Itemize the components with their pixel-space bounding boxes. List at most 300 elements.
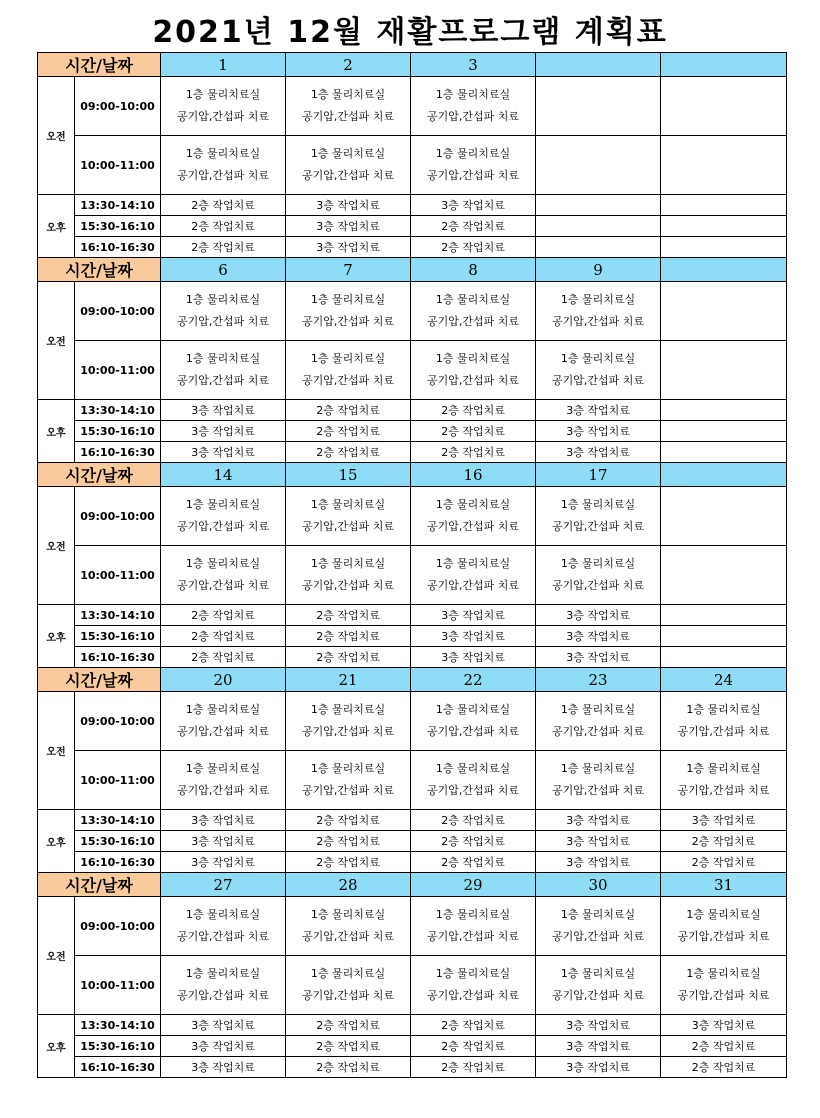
room-text: 1층 물리치료실: [185, 908, 261, 921]
am-row: [38, 897, 787, 956]
am-row: [38, 692, 787, 751]
schedule-cell: [536, 77, 661, 136]
treatment-text: 공기압,간섭파 치료: [427, 374, 520, 387]
room-text: 1층 물리치료실: [435, 498, 511, 511]
schedule-cell: [536, 897, 661, 956]
room-text: 1층 물리치료실: [185, 147, 261, 160]
room-text: 1층 물리치료실: [185, 498, 261, 511]
schedule-cell: [161, 956, 286, 1015]
period-pm: 오후: [38, 1015, 75, 1078]
schedule-cell: 2층 작업치료: [661, 852, 787, 873]
pm-row: [38, 400, 787, 421]
schedule-cell: 2층 작업치료: [411, 1057, 536, 1078]
schedule-cell: 3층 작업치료: [661, 1015, 787, 1036]
schedule-cell: [661, 216, 787, 237]
period-am: 오전: [38, 487, 75, 605]
treatment-text: 공기압,간섭파 치료: [427, 725, 520, 738]
schedule-cell: 2층 작업치료: [411, 810, 536, 831]
schedule-cell: 2층 작업치료: [411, 400, 536, 421]
header-label: 시간/날짜: [38, 258, 161, 282]
schedule-cell: 2층 작업치료: [286, 647, 411, 668]
schedule-cell: [661, 647, 787, 668]
date-cell: 6: [161, 258, 286, 282]
pm-row: [38, 237, 787, 258]
time-slot: 09:00-10:00: [75, 282, 161, 341]
schedule-cell: 3층 작업치료: [411, 626, 536, 647]
date-cell: 21: [286, 668, 411, 692]
schedule-cell: 2층 작업치료: [286, 1015, 411, 1036]
schedule-cell: 2층 작업치료: [411, 216, 536, 237]
schedule-cell: [536, 237, 661, 258]
week-header-row: [38, 258, 787, 282]
schedule-cell: [161, 546, 286, 605]
schedule-cell: [161, 487, 286, 546]
am-row: [38, 751, 787, 810]
schedule-cell: 3층 작업치료: [536, 1036, 661, 1057]
schedule-cell: [161, 897, 286, 956]
schedule-cell: [286, 136, 411, 195]
time-slot: 15:30-16:10: [75, 626, 161, 647]
treatment-text: 공기압,간섭파 치료: [177, 169, 270, 182]
date-cell: [536, 53, 661, 77]
room-text: 1층 물리치료실: [560, 762, 636, 775]
schedule-cell: 2층 작업치료: [411, 442, 536, 463]
time-slot: 10:00-11:00: [75, 956, 161, 1015]
schedule-cell: [661, 400, 787, 421]
date-cell: 27: [161, 873, 286, 897]
header-label: 시간/날짜: [38, 463, 161, 487]
pm-row: [38, 626, 787, 647]
treatment-text: 공기압,간섭파 치료: [177, 579, 270, 592]
date-cell: 22: [411, 668, 536, 692]
pm-row: [38, 647, 787, 668]
schedule-cell: [536, 751, 661, 810]
treatment-text: 공기압,간섭파 치료: [677, 725, 770, 738]
schedule-cell: 3층 작업치료: [536, 626, 661, 647]
treatment-text: 공기압,간섭파 치료: [552, 725, 645, 738]
schedule-cell: [536, 487, 661, 546]
pm-row: [38, 852, 787, 873]
schedule-cell: [661, 897, 787, 956]
schedule-cell: 3층 작업치료: [536, 442, 661, 463]
schedule-cell: 3층 작업치료: [536, 1015, 661, 1036]
schedule-cell: [536, 341, 661, 400]
date-cell: 7: [286, 258, 411, 282]
schedule-cell: 3층 작업치료: [161, 831, 286, 852]
time-slot: 10:00-11:00: [75, 341, 161, 400]
pm-row: [38, 421, 787, 442]
schedule-cell: [411, 282, 536, 341]
schedule-cell: 3층 작업치료: [536, 810, 661, 831]
schedule-cell: 3층 작업치료: [536, 852, 661, 873]
schedule-cell: [536, 216, 661, 237]
pm-row: [38, 195, 787, 216]
schedule-cell: [161, 77, 286, 136]
room-text: 1층 물리치료실: [185, 352, 261, 365]
date-cell: [661, 463, 787, 487]
schedule-cell: [411, 487, 536, 546]
room-text: 1층 물리치료실: [435, 352, 511, 365]
treatment-text: 공기압,간섭파 치료: [677, 784, 770, 797]
page-title: 2021년 12월 재활프로그램 계획표: [152, 15, 668, 50]
header-label: 시간/날짜: [38, 668, 161, 692]
treatment-text: 공기압,간섭파 치료: [552, 784, 645, 797]
schedule-cell: 3층 작업치료: [411, 195, 536, 216]
treatment-text: 공기압,간섭파 치료: [427, 520, 520, 533]
schedule-cell: 2층 작업치료: [411, 1015, 536, 1036]
schedule-cell: 3층 작업치료: [536, 647, 661, 668]
schedule-cell: [411, 751, 536, 810]
treatment-text: 공기압,간섭파 치료: [552, 930, 645, 943]
room-text: 1층 물리치료실: [435, 293, 511, 306]
schedule-cell: 3층 작업치료: [536, 400, 661, 421]
treatment-text: 공기압,간섭파 치료: [177, 725, 270, 738]
schedule-cell: 2층 작업치료: [161, 195, 286, 216]
schedule-body: [38, 53, 787, 1078]
time-slot: 10:00-11:00: [75, 751, 161, 810]
room-text: 1층 물리치료실: [310, 88, 386, 101]
schedule-cell: 3층 작업치료: [161, 442, 286, 463]
treatment-text: 공기압,간섭파 치료: [552, 579, 645, 592]
treatment-text: 공기압,간섭파 치료: [177, 110, 270, 123]
schedule-cell: 2층 작업치료: [286, 442, 411, 463]
schedule-cell: [411, 956, 536, 1015]
schedule-cell: [661, 282, 787, 341]
schedule-cell: [661, 421, 787, 442]
treatment-text: 공기압,간섭파 치료: [177, 374, 270, 387]
schedule-cell: 3층 작업치료: [161, 810, 286, 831]
week-header-row: [38, 873, 787, 897]
schedule-cell: [661, 546, 787, 605]
treatment-text: 공기압,간섭파 치료: [302, 520, 395, 533]
schedule-cell: [411, 341, 536, 400]
schedule-cell: 3층 작업치료: [161, 421, 286, 442]
schedule-cell: 2층 작업치료: [661, 831, 787, 852]
schedule-cell: 3층 작업치료: [286, 216, 411, 237]
date-cell: 9: [536, 258, 661, 282]
schedule-cell: 2층 작업치료: [661, 1036, 787, 1057]
room-text: 1층 물리치료실: [185, 762, 261, 775]
date-cell: 23: [536, 668, 661, 692]
period-pm: 오후: [38, 400, 75, 463]
date-cell: 24: [661, 668, 787, 692]
schedule-cell: [286, 897, 411, 956]
treatment-text: 공기압,간섭파 치료: [177, 520, 270, 533]
schedule-cell: [661, 237, 787, 258]
schedule-cell: 2층 작업치료: [286, 1057, 411, 1078]
treatment-text: 공기압,간섭파 치료: [302, 579, 395, 592]
pm-row: [38, 1015, 787, 1036]
am-row: [38, 487, 787, 546]
schedule-cell: 2층 작업치료: [411, 237, 536, 258]
schedule-cell: 3층 작업치료: [286, 237, 411, 258]
schedule-cell: 2층 작업치료: [286, 605, 411, 626]
room-text: 1층 물리치료실: [310, 967, 386, 980]
treatment-text: 공기압,간섭파 치료: [177, 930, 270, 943]
treatment-text: 공기압,간섭파 치료: [427, 579, 520, 592]
period-pm: 오후: [38, 810, 75, 873]
treatment-text: 공기압,간섭파 치료: [677, 989, 770, 1002]
treatment-text: 공기압,간섭파 치료: [552, 989, 645, 1002]
treatment-text: 공기압,간섭파 치료: [427, 930, 520, 943]
am-row: [38, 136, 787, 195]
schedule-cell: [411, 77, 536, 136]
treatment-text: 공기압,간섭파 치료: [552, 315, 645, 328]
time-slot: 13:30-14:10: [75, 605, 161, 626]
room-text: 1층 물리치료실: [435, 967, 511, 980]
treatment-text: 공기압,간섭파 치료: [302, 374, 395, 387]
room-text: 1층 물리치료실: [310, 908, 386, 921]
schedule-cell: [411, 546, 536, 605]
room-text: 1층 물리치료실: [310, 352, 386, 365]
date-cell: [661, 53, 787, 77]
treatment-text: 공기압,간섭파 치료: [177, 315, 270, 328]
date-cell: 31: [661, 873, 787, 897]
treatment-text: 공기압,간섭파 치료: [427, 169, 520, 182]
time-slot: 13:30-14:10: [75, 195, 161, 216]
period-am: 오전: [38, 897, 75, 1015]
treatment-text: 공기압,간섭파 치료: [427, 784, 520, 797]
schedule-cell: 2층 작업치료: [161, 216, 286, 237]
treatment-text: 공기압,간섭파 치료: [302, 169, 395, 182]
am-row: [38, 956, 787, 1015]
date-cell: 28: [286, 873, 411, 897]
date-cell: 20: [161, 668, 286, 692]
room-text: 1층 물리치료실: [435, 557, 511, 570]
treatment-text: 공기압,간섭파 치료: [177, 989, 270, 1002]
schedule-cell: 3층 작업치료: [536, 605, 661, 626]
schedule-cell: [661, 341, 787, 400]
room-text: 1층 물리치료실: [310, 498, 386, 511]
schedule-cell: [161, 751, 286, 810]
room-text: 1층 물리치료실: [185, 703, 261, 716]
schedule-cell: 3층 작업치료: [161, 1057, 286, 1078]
schedule-cell: [411, 897, 536, 956]
header-label: 시간/날짜: [38, 873, 161, 897]
am-row: [38, 341, 787, 400]
treatment-text: 공기압,간섭파 치료: [427, 989, 520, 1002]
time-slot: 13:30-14:10: [75, 400, 161, 421]
date-cell: 15: [286, 463, 411, 487]
date-cell: [661, 258, 787, 282]
room-text: 1층 물리치료실: [686, 762, 761, 775]
schedule-cell: 3층 작업치료: [161, 400, 286, 421]
room-text: 1층 물리치료실: [560, 293, 636, 306]
time-slot: 09:00-10:00: [75, 77, 161, 136]
am-row: [38, 77, 787, 136]
pm-row: [38, 831, 787, 852]
room-text: 1층 물리치료실: [686, 908, 761, 921]
room-text: 1층 물리치료실: [310, 703, 386, 716]
schedule-cell: [286, 751, 411, 810]
schedule-cell: [661, 751, 787, 810]
room-text: 1층 물리치료실: [435, 703, 511, 716]
schedule-cell: 2층 작업치료: [286, 831, 411, 852]
time-slot: 09:00-10:00: [75, 897, 161, 956]
schedule-cell: 2층 작업치료: [286, 626, 411, 647]
period-pm: 오후: [38, 195, 75, 258]
schedule-cell: [661, 605, 787, 626]
schedule-cell: [536, 282, 661, 341]
time-slot: 13:30-14:10: [75, 810, 161, 831]
schedule-cell: [661, 442, 787, 463]
room-text: 1층 물리치료실: [185, 557, 261, 570]
room-text: 1층 물리치료실: [185, 293, 261, 306]
schedule-cell: [161, 136, 286, 195]
room-text: 1층 물리치료실: [560, 498, 636, 511]
time-slot: 10:00-11:00: [75, 136, 161, 195]
date-cell: 17: [536, 463, 661, 487]
date-cell: 30: [536, 873, 661, 897]
time-slot: 16:10-16:30: [75, 442, 161, 463]
date-cell: 16: [411, 463, 536, 487]
schedule-cell: [161, 692, 286, 751]
schedule-cell: 3층 작업치료: [536, 421, 661, 442]
schedule-cell: [661, 487, 787, 546]
schedule-cell: 2층 작업치료: [411, 852, 536, 873]
week-header-row: [38, 53, 787, 77]
header-label: 시간/날짜: [38, 53, 161, 77]
treatment-text: 공기압,간섭파 치료: [302, 725, 395, 738]
schedule-cell: [286, 546, 411, 605]
room-text: 1층 물리치료실: [310, 147, 386, 160]
schedule-cell: 3층 작업치료: [161, 1015, 286, 1036]
schedule-cell: [286, 282, 411, 341]
room-text: 1층 물리치료실: [560, 352, 636, 365]
schedule-cell: [536, 136, 661, 195]
schedule-cell: 3층 작업치료: [661, 810, 787, 831]
schedule-cell: 2층 작업치료: [411, 1036, 536, 1057]
schedule-cell: 2층 작업치료: [161, 626, 286, 647]
date-cell: 29: [411, 873, 536, 897]
pm-row: [38, 605, 787, 626]
treatment-text: 공기압,간섭파 치료: [427, 315, 520, 328]
time-slot: 10:00-11:00: [75, 546, 161, 605]
time-slot: 15:30-16:10: [75, 421, 161, 442]
period-pm: 오후: [38, 605, 75, 668]
room-text: 1층 물리치료실: [185, 88, 261, 101]
schedule-cell: [536, 956, 661, 1015]
treatment-text: 공기압,간섭파 치료: [302, 930, 395, 943]
schedule-cell: 2층 작업치료: [661, 1057, 787, 1078]
period-am: 오전: [38, 282, 75, 400]
schedule-cell: [286, 77, 411, 136]
pm-row: [38, 810, 787, 831]
room-text: 1층 물리치료실: [310, 762, 386, 775]
schedule-cell: 3층 작업치료: [286, 195, 411, 216]
week-header-row: [38, 463, 787, 487]
period-am: 오전: [38, 692, 75, 810]
schedule-table: [37, 52, 787, 1078]
room-text: 1층 물리치료실: [435, 88, 511, 101]
treatment-text: 공기압,간섭파 치료: [302, 110, 395, 123]
schedule-cell: [161, 341, 286, 400]
schedule-cell: 3층 작업치료: [161, 1036, 286, 1057]
time-slot: 16:10-16:30: [75, 852, 161, 873]
week-header-row: [38, 668, 787, 692]
schedule-cell: 3층 작업치료: [536, 831, 661, 852]
room-text: 1층 물리치료실: [435, 908, 511, 921]
schedule-cell: [286, 341, 411, 400]
treatment-text: 공기압,간섭파 치료: [302, 989, 395, 1002]
time-slot: 09:00-10:00: [75, 692, 161, 751]
treatment-text: 공기압,간섭파 치료: [552, 374, 645, 387]
date-cell: 2: [286, 53, 411, 77]
schedule-cell: 3층 작업치료: [411, 647, 536, 668]
room-text: 1층 물리치료실: [686, 967, 761, 980]
schedule-cell: 2층 작업치료: [161, 605, 286, 626]
schedule-cell: 2층 작업치료: [286, 852, 411, 873]
pm-row: [38, 1036, 787, 1057]
period-am: 오전: [38, 77, 75, 195]
treatment-text: 공기압,간섭파 치료: [302, 784, 395, 797]
schedule-cell: 2층 작업치료: [411, 831, 536, 852]
time-slot: 13:30-14:10: [75, 1015, 161, 1036]
schedule-cell: 2층 작업치료: [286, 421, 411, 442]
schedule-cell: [661, 136, 787, 195]
schedule-cell: [661, 77, 787, 136]
schedule-cell: 2층 작업치료: [161, 237, 286, 258]
am-row: [38, 546, 787, 605]
room-text: 1층 물리치료실: [310, 557, 386, 570]
schedule-cell: [661, 195, 787, 216]
time-slot: 15:30-16:10: [75, 1036, 161, 1057]
date-cell: 3: [411, 53, 536, 77]
room-text: 1층 물리치료실: [185, 967, 261, 980]
room-text: 1층 물리치료실: [435, 147, 511, 160]
treatment-text: 공기압,간섭파 치료: [677, 930, 770, 943]
am-row: [38, 282, 787, 341]
pm-row: [38, 216, 787, 237]
schedule-cell: 3층 작업치료: [411, 605, 536, 626]
treatment-text: 공기압,간섭파 치료: [552, 520, 645, 533]
date-cell: 1: [161, 53, 286, 77]
schedule-cell: [411, 692, 536, 751]
schedule-cell: 2층 작업치료: [161, 647, 286, 668]
time-slot: 15:30-16:10: [75, 831, 161, 852]
schedule-cell: 2층 작업치료: [411, 421, 536, 442]
schedule-cell: [536, 195, 661, 216]
time-slot: 16:10-16:30: [75, 647, 161, 668]
room-text: 1층 물리치료실: [560, 703, 636, 716]
treatment-text: 공기압,간섭파 치료: [427, 110, 520, 123]
schedule-cell: [661, 692, 787, 751]
room-text: 1층 물리치료실: [560, 967, 636, 980]
time-slot: 16:10-16:30: [75, 237, 161, 258]
schedule-cell: [536, 692, 661, 751]
schedule-cell: [161, 282, 286, 341]
room-text: 1층 물리치료실: [560, 557, 636, 570]
schedule-cell: 3층 작업치료: [161, 852, 286, 873]
date-cell: 14: [161, 463, 286, 487]
schedule-cell: [286, 487, 411, 546]
schedule-cell: 2층 작업치료: [286, 1036, 411, 1057]
time-slot: 09:00-10:00: [75, 487, 161, 546]
schedule-cell: [286, 692, 411, 751]
room-text: 1층 물리치료실: [435, 762, 511, 775]
treatment-text: 공기압,간섭파 치료: [302, 315, 395, 328]
room-text: 1층 물리치료실: [560, 908, 636, 921]
room-text: 1층 물리치료실: [310, 293, 386, 306]
schedule-cell: [536, 546, 661, 605]
schedule-cell: 2층 작업치료: [286, 400, 411, 421]
pm-row: [38, 1057, 787, 1078]
schedule-cell: [411, 136, 536, 195]
schedule-cell: 3층 작업치료: [536, 1057, 661, 1078]
schedule-cell: 2층 작업치료: [286, 810, 411, 831]
date-cell: 8: [411, 258, 536, 282]
room-text: 1층 물리치료실: [686, 703, 761, 716]
